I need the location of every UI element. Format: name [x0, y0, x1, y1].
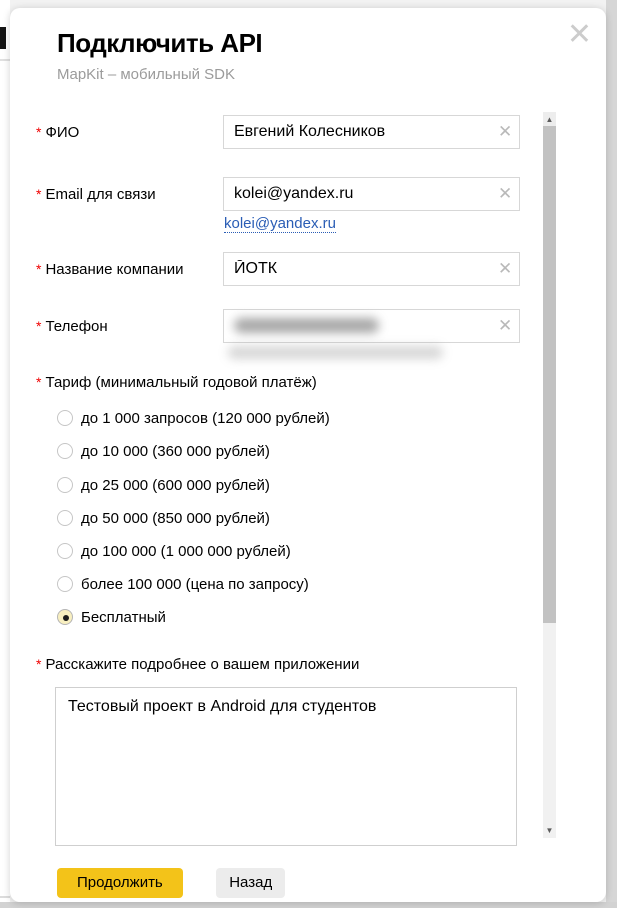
- radio-icon[interactable]: [57, 576, 73, 592]
- radio-icon[interactable]: [57, 477, 73, 493]
- required-marker: *: [36, 261, 42, 277]
- clear-fio-icon[interactable]: ✕: [498, 122, 513, 141]
- about-label: * Расскажите подробнее о вашем приложении: [36, 656, 360, 673]
- radio-selected-icon[interactable]: [57, 609, 73, 625]
- modal-subtitle: MapKit – мобильный SDK: [57, 66, 236, 83]
- page-behind-divider-top: [0, 59, 10, 61]
- fio-label: * ФИО: [36, 124, 80, 141]
- modal-title: Подключить API: [57, 28, 263, 58]
- tariff-label: * Тариф (минимальный годовой платёж): [36, 374, 317, 391]
- phone-label: * Телефон: [36, 318, 108, 335]
- modal-footer: [57, 868, 285, 898]
- email-input[interactable]: [223, 177, 520, 211]
- clear-company-icon[interactable]: ✕: [498, 259, 513, 278]
- email-suggest-link[interactable]: kolei@yandex.ru: [224, 215, 336, 232]
- continue-button[interactable]: Продолжить: [57, 868, 183, 898]
- required-marker: *: [36, 186, 42, 202]
- radio-icon[interactable]: [57, 443, 73, 459]
- about-textarea[interactable]: [55, 687, 517, 846]
- clear-phone-icon[interactable]: ✕: [498, 316, 513, 335]
- overlay-bottom-strip: [0, 902, 617, 908]
- form-scrollbar[interactable]: [543, 112, 556, 838]
- company-label: * Название компании: [36, 261, 184, 278]
- page-behind-divider-bottom: [0, 896, 10, 898]
- close-icon[interactable]: ✕: [566, 18, 592, 51]
- page-behind-text-fragment: [0, 27, 6, 49]
- radio-icon[interactable]: [57, 410, 73, 426]
- required-marker: *: [36, 318, 42, 334]
- phone-redaction-blur-secondary: [228, 346, 443, 359]
- scroll-up-icon[interactable]: ▲: [543, 112, 556, 126]
- page-behind-left-sliver: [0, 0, 10, 903]
- fio-input[interactable]: [223, 115, 520, 149]
- phone-redaction-blur: [234, 318, 379, 333]
- company-input[interactable]: [223, 252, 520, 286]
- clear-email-icon[interactable]: ✕: [498, 184, 513, 203]
- connect-api-modal: ✕ Подключить API MapKit – мобильный SDK * ФИО Евгений Колесников ✕ * Email для связи kolei@yandex.ru ✕ kolei@yandex.ru * Название компании ЙОТК ✕ * Телефон ✕ * Тариф (минимальный годовой платёж) до 1 000 запросов (120 000 рублей) до 10 000 (360 000 рублей) до 25 000 (600 000 рублей) до 50 000 (850 000 рублей) до 100 000 (1 000 000 рублей) более 100 000 (цена по запросу) Бесплатный * Расскажите подробнее о вашем приложении Тестовый проект в Android для студентов ▲ ▼ Продолжить Назад: [10, 8, 606, 902]
- required-marker: *: [36, 656, 42, 672]
- scrollbar-thumb[interactable]: [543, 126, 556, 623]
- radio-icon[interactable]: [57, 510, 73, 526]
- back-button[interactable]: Назад: [216, 868, 285, 898]
- radio-icon[interactable]: [57, 543, 73, 559]
- required-marker: *: [36, 374, 42, 390]
- required-marker: *: [36, 124, 42, 140]
- overlay-right-strip: [606, 0, 617, 908]
- email-label: * Email для связи: [36, 186, 156, 203]
- scroll-down-icon[interactable]: ▼: [545, 826, 554, 835]
